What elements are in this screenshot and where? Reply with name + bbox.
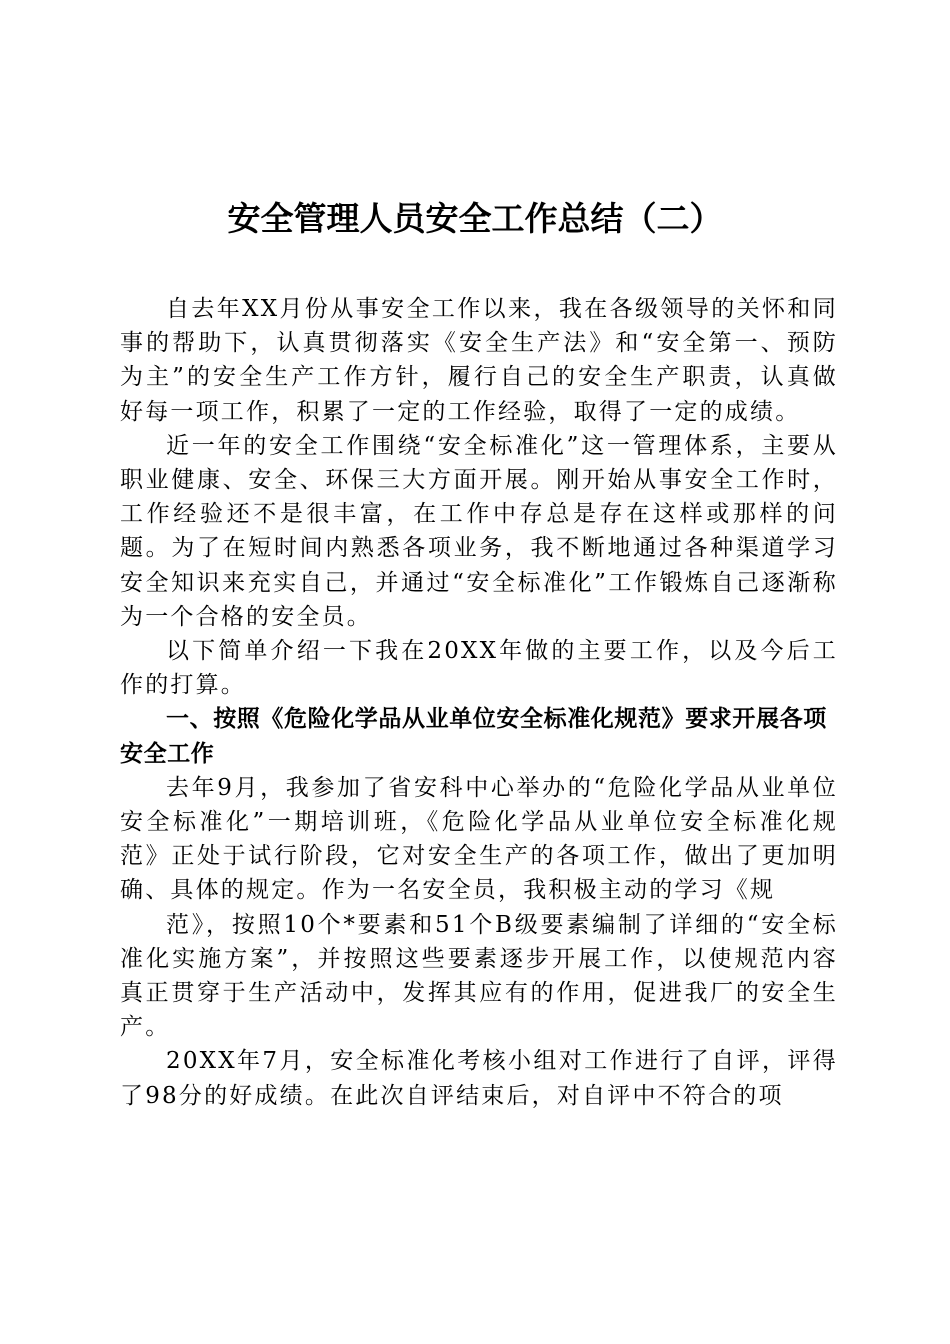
paragraph-overview: 近一年的安全工作围绕“安全标准化”这一管理体系，主要从职业健康、安全、环保三大方面开展。刚开始从事安全工作时，工作经验还不是很丰富，在工作中存总是存在这样或那样的问题。为了在短时间内熟悉各项业务，我不断地通过各种渠道学习安全知识来充实自己，并通过“安全标准化”工作锻炼自己逐渐称为一个合格的安全员。 — [120, 432, 838, 630]
paragraph-training: 去年9月，我参加了省安科中心举办的“危险化学品从业单位安全标准化”一期培训班，《危险化学品从业单位安全标准化规范》正处于试行阶段，它对安全生产的各项工作，做出了更加明确、具体的规定。作为一名安全员，我积极主动的学习《规 — [120, 774, 838, 904]
paragraph-intro: 自去年XX月份从事安全工作以来，我在各级领导的关怀和同事的帮助下，认真贯彻落实《安全生产法》和“安全第一、预防为主”的安全生产工作方针，履行自己的安全生产职责，认真做好每一项工作，积累了一定的工作经验，取得了一定的成绩。 — [120, 296, 838, 425]
paragraph-summary-intro: 以下简单介绍一下我在20XX年做的主要工作，以及今后工作的打算。 — [120, 638, 838, 699]
section-heading: 一、按照《危险化学品从业单位安全标准化规范》要求开展各项安全工作 — [120, 706, 827, 767]
document-title: 安全管理人员安全工作总结（二） — [227, 199, 723, 238]
paragraph-self-evaluation: 20XX年7月，安全标准化考核小组对工作进行了自评，评得了98分的好成绩。在此次自评结束后，对自评中不符合的项 — [120, 1048, 838, 1109]
paragraph-implementation: 范》，按照10个*要素和51个B级要素编制了详细的“安全标准化实施方案”，并按照这些要素逐步开展工作，以使规范内容真正贯穿于生产活动中，发挥其应有的作用，促进我厂的安全生产。 — [120, 911, 838, 1041]
document-body — [120, 292, 838, 1113]
